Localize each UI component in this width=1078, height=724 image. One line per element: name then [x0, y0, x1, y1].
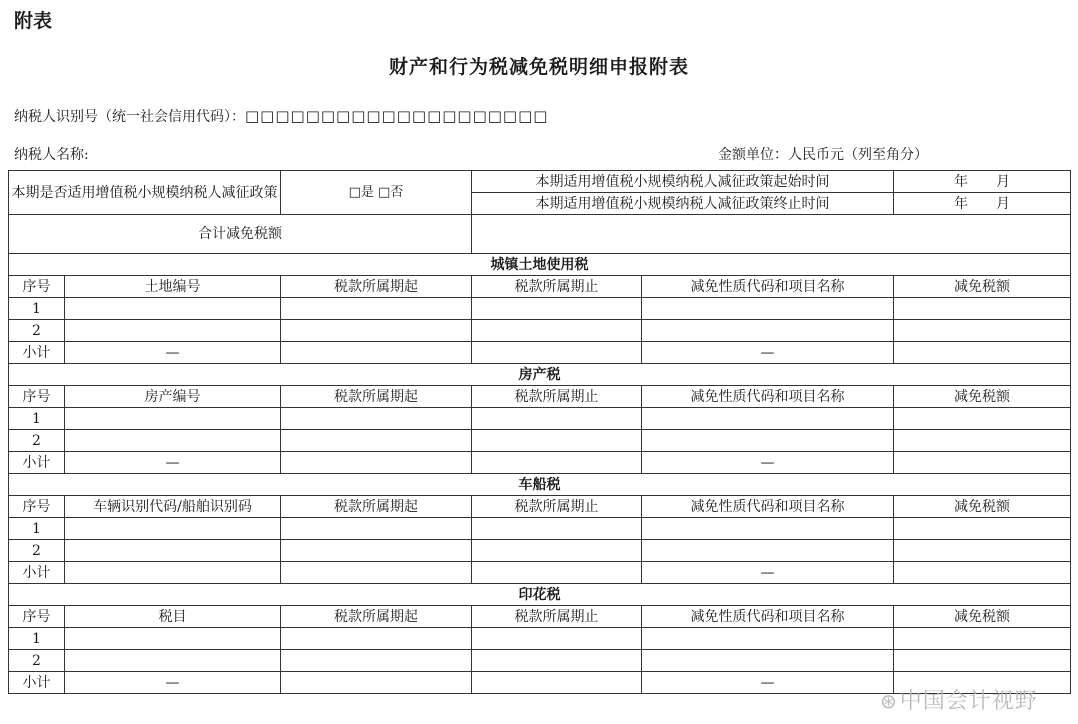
period-end-cell[interactable]: [472, 320, 642, 342]
column-header: 税款所属期止: [472, 606, 642, 628]
column-header: 税款所属期起: [281, 386, 472, 408]
column-header: 减免性质代码和项目名称: [642, 496, 894, 518]
column-header-row: [9, 276, 1071, 298]
section-title-row: [9, 474, 1071, 496]
column-header: 税款所属期止: [472, 276, 642, 298]
table-row: [9, 320, 1071, 342]
taxpayer-id-label: 纳税人识别号（统一社会信用代码）：: [14, 109, 245, 125]
column-header: 减免税额: [894, 276, 1071, 298]
column-header: 税款所属期止: [472, 496, 642, 518]
id-cell[interactable]: [65, 650, 281, 672]
document-title: 财产和行为税减免税明细申报附表: [388, 56, 689, 78]
column-header: 税目: [65, 606, 281, 628]
tax-relief-form-table: [8, 170, 1071, 694]
taxpayer-name-label: 纳税人名称:: [14, 147, 89, 163]
column-header-row: [9, 386, 1071, 408]
table-row: [9, 628, 1071, 650]
column-header: 序号: [9, 606, 65, 628]
relief-code-cell[interactable]: [642, 298, 894, 320]
subtotal-label: 小计: [9, 342, 65, 364]
column-header: 减免性质代码和项目名称: [642, 386, 894, 408]
period-start-cell[interactable]: [281, 320, 472, 342]
relief-amount-cell[interactable]: [894, 430, 1071, 452]
table-row: [9, 298, 1071, 320]
column-header: 减免税额: [894, 606, 1071, 628]
not-applicable-dash: —: [642, 672, 894, 694]
relief-code-cell[interactable]: [642, 628, 894, 650]
period-start-cell[interactable]: [281, 430, 472, 452]
relief-amount-cell[interactable]: [894, 408, 1071, 430]
column-header: 车辆识别代码/船舶识别码: [65, 496, 281, 518]
section-title: 城镇土地使用税: [9, 254, 1071, 276]
subtotal-id-cell[interactable]: [65, 562, 281, 584]
subtotal-label: 小计: [9, 452, 65, 474]
period-start-cell[interactable]: [281, 540, 472, 562]
subtotal-label: 小计: [9, 672, 65, 694]
column-header: 减免性质代码和项目名称: [642, 276, 894, 298]
table-row: [9, 650, 1071, 672]
id-cell[interactable]: [65, 320, 281, 342]
table-row: [9, 518, 1071, 540]
row-number: 2: [9, 650, 65, 672]
column-header: 税款所属期起: [281, 276, 472, 298]
row-number: 1: [9, 298, 65, 320]
period-end-cell[interactable]: [472, 408, 642, 430]
subtotal-label: 小计: [9, 562, 65, 584]
policy-end-label: 本期适用增值税小规模纳税人减征政策终止时间: [472, 193, 894, 215]
column-header: 税款所属期起: [281, 496, 472, 518]
id-cell[interactable]: [65, 518, 281, 540]
subtotal-relief-amount-cell[interactable]: [894, 342, 1071, 364]
row-number: 1: [9, 408, 65, 430]
subtotal-row: [9, 452, 1071, 474]
relief-amount-cell[interactable]: [894, 320, 1071, 342]
period-start-cell[interactable]: [281, 298, 472, 320]
subtotal-row: [9, 562, 1071, 584]
column-header: 序号: [9, 386, 65, 408]
relief-code-cell[interactable]: [642, 518, 894, 540]
period-start-cell[interactable]: [281, 518, 472, 540]
relief-code-cell[interactable]: [642, 408, 894, 430]
not-applicable-dash: —: [65, 672, 281, 694]
subtotal-relief-amount-cell[interactable]: [894, 452, 1071, 474]
total-relief-label: 合计减免税额: [9, 215, 472, 254]
period-start-cell[interactable]: [281, 628, 472, 650]
id-cell[interactable]: [65, 298, 281, 320]
policy-end-date[interactable]: 年 月: [894, 193, 1071, 215]
weibo-logo-icon: ⊛: [880, 689, 898, 713]
taxpayer-id-line: [14, 106, 548, 126]
table-row: [9, 430, 1071, 452]
not-applicable-dash: —: [642, 452, 894, 474]
period-end-cell[interactable]: [472, 518, 642, 540]
column-header: 序号: [9, 276, 65, 298]
subtotal-period-start-cell[interactable]: [281, 672, 472, 694]
not-applicable-dash: —: [65, 452, 281, 474]
relief-amount-cell[interactable]: [894, 540, 1071, 562]
id-cell[interactable]: [65, 408, 281, 430]
table-row: [9, 408, 1071, 430]
row-number: 1: [9, 518, 65, 540]
row-number: 2: [9, 320, 65, 342]
subtotal-period-start-cell[interactable]: [281, 452, 472, 474]
section-title: 车船税: [9, 474, 1071, 496]
relief-amount-cell[interactable]: [894, 628, 1071, 650]
period-start-cell[interactable]: [281, 650, 472, 672]
relief-code-cell[interactable]: [642, 430, 894, 452]
relief-amount-cell[interactable]: [894, 298, 1071, 320]
not-applicable-dash: —: [642, 342, 894, 364]
not-applicable-dash: —: [65, 342, 281, 364]
policy-options-cell[interactable]: [281, 171, 472, 215]
not-applicable-dash: —: [642, 562, 894, 584]
section-title: 印花税: [9, 584, 1071, 606]
currency-unit-label: 金额单位：人民币元（列至角分）: [718, 147, 928, 163]
section-title-row: [9, 584, 1071, 606]
attachment-label: 附表: [14, 10, 53, 32]
section-title: 房产税: [9, 364, 1071, 386]
policy-start-label: 本期适用增值税小规模纳税人减征政策起始时间: [472, 171, 894, 193]
subtotal-period-end-cell[interactable]: [472, 452, 642, 474]
id-cell[interactable]: [65, 628, 281, 650]
table-row: [9, 540, 1071, 562]
column-header: 序号: [9, 496, 65, 518]
watermark: [880, 684, 1038, 715]
column-header: 减免性质代码和项目名称: [642, 606, 894, 628]
column-header: 土地编号: [65, 276, 281, 298]
relief-amount-cell[interactable]: [894, 650, 1071, 672]
column-header: 减免税额: [894, 496, 1071, 518]
relief-code-cell[interactable]: [642, 540, 894, 562]
policy-question: 本期是否适用增值税小规模纳税人减征政策: [9, 171, 281, 215]
total-relief-row: [9, 215, 1071, 254]
policy-row-1: [9, 171, 1071, 193]
period-end-cell[interactable]: [472, 650, 642, 672]
policy-start-date[interactable]: 年 月: [894, 171, 1071, 193]
subtotal-period-end-cell[interactable]: [472, 562, 642, 584]
row-number: 2: [9, 540, 65, 562]
subtotal-period-start-cell[interactable]: [281, 562, 472, 584]
column-header: 房产编号: [65, 386, 281, 408]
column-header: 减免税额: [894, 386, 1071, 408]
relief-code-cell[interactable]: [642, 650, 894, 672]
subtotal-period-end-cell[interactable]: [472, 672, 642, 694]
total-relief-value[interactable]: [472, 215, 1071, 254]
subtotal-relief-amount-cell[interactable]: [894, 562, 1071, 584]
id-cell[interactable]: [65, 540, 281, 562]
section-title-row: [9, 254, 1071, 276]
period-end-cell[interactable]: [472, 430, 642, 452]
taxpayer-id-boxes: □□□□□□□□□□□□□□□□□□□□: [245, 107, 549, 125]
subtotal-period-end-cell[interactable]: [472, 342, 642, 364]
column-header: 税款所属期起: [281, 606, 472, 628]
section-title-row: [9, 364, 1071, 386]
subtotal-row: [9, 342, 1071, 364]
id-cell[interactable]: [65, 430, 281, 452]
relief-amount-cell[interactable]: [894, 518, 1071, 540]
subtotal-period-start-cell[interactable]: [281, 342, 472, 364]
yes-no-checkbox[interactable]: □是 □否: [348, 185, 404, 200]
period-end-cell[interactable]: [472, 298, 642, 320]
period-end-cell[interactable]: [472, 540, 642, 562]
watermark-text: 中国会计视野: [899, 689, 1038, 714]
row-number: 1: [9, 628, 65, 650]
column-header-row: [9, 606, 1071, 628]
period-end-cell[interactable]: [472, 628, 642, 650]
period-start-cell[interactable]: [281, 408, 472, 430]
relief-code-cell[interactable]: [642, 320, 894, 342]
row-number: 2: [9, 430, 65, 452]
column-header-row: [9, 496, 1071, 518]
column-header: 税款所属期止: [472, 386, 642, 408]
